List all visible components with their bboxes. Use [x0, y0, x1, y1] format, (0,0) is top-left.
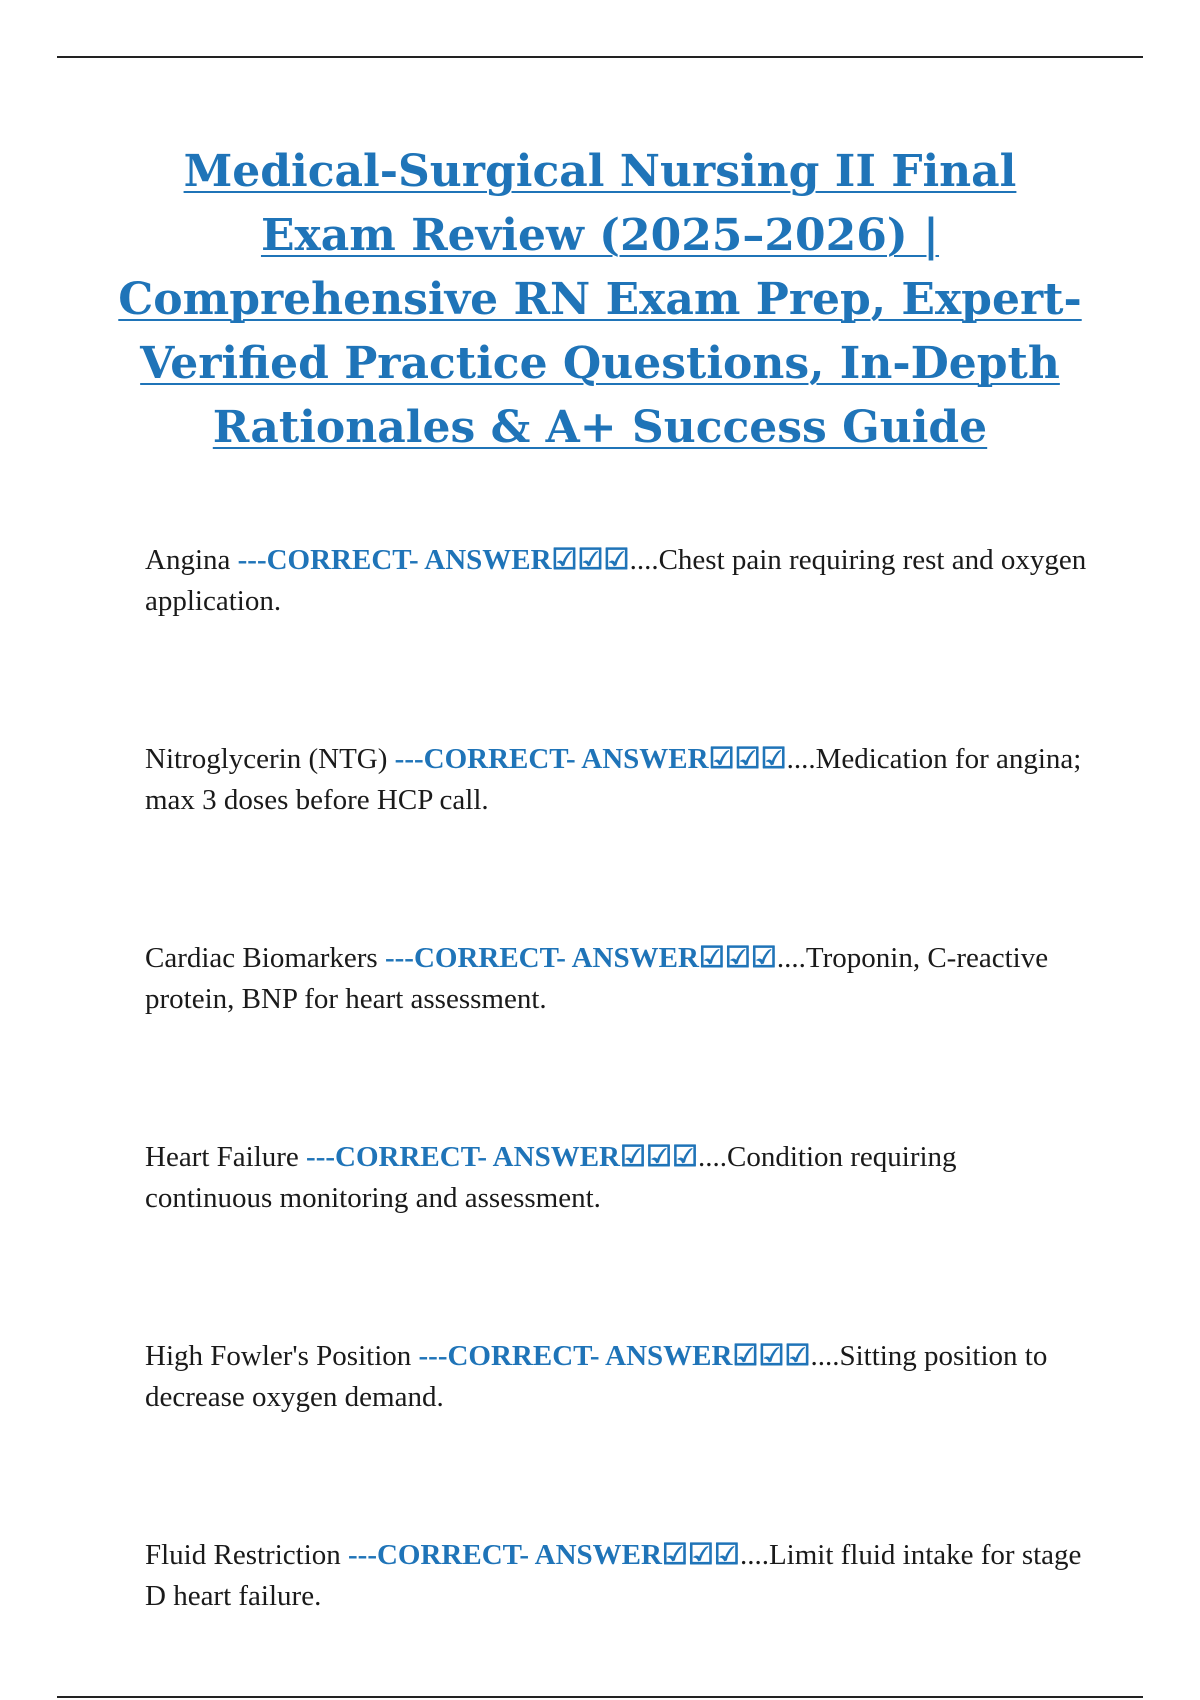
- entry-term: Cardiac Biomarkers: [145, 942, 378, 974]
- entry-term: Nitroglycerin (NTG): [145, 743, 388, 775]
- entry-term: Heart Failure: [145, 1141, 299, 1173]
- bottom-rule: [57, 1696, 1143, 1698]
- entry-definition: ....Troponin, C-reactive protein, BNP for heart assessment.: [145, 942, 1049, 1015]
- document-title: Medical-Surgical Nursing II Final Exam Review (2025–2026) | Comprehensive RN Exam Prep, Expert-Verified Practice Questions, In-Depth Rationales & A+ Success Guide: [118, 146, 1082, 453]
- correct-answer-marker: ---CORRECT- ANSWER☑☑☑: [418, 1340, 811, 1372]
- entry-definition: ....Limit fluid intake for stage D heart failure.: [145, 1539, 1082, 1612]
- entry-fluid-restriction: [145, 1535, 1090, 1617]
- entry-nitroglycerin: [145, 739, 1090, 821]
- entries-list: [145, 540, 1090, 1617]
- entry-definition: ....Condition requiring continuous monitoring and assessment.: [145, 1141, 957, 1214]
- correct-answer-marker: ---CORRECT- ANSWER☑☑☑: [348, 1539, 740, 1571]
- correct-answer-marker: ---CORRECT- ANSWER☑☑☑: [237, 544, 630, 576]
- entry-high-fowlers: [145, 1336, 1090, 1418]
- entry-term: Angina: [145, 544, 231, 576]
- correct-answer-marker: ---CORRECT- ANSWER☑☑☑: [384, 942, 777, 974]
- entry-term: Fluid Restriction: [145, 1539, 341, 1571]
- correct-answer-marker: ---CORRECT- ANSWER☑☑☑: [306, 1141, 698, 1173]
- entry-angina: [145, 540, 1090, 622]
- entry-heart-failure: [145, 1137, 1090, 1219]
- entry-definition: ....Sitting position to decrease oxygen demand.: [145, 1340, 1048, 1413]
- top-rule: [57, 56, 1143, 58]
- entry-definition: ....Chest pain requiring rest and oxygen application.: [145, 544, 1087, 617]
- entry-term: High Fowler's Position: [145, 1340, 412, 1372]
- entry-cardiac-biomarkers: [145, 938, 1090, 1020]
- correct-answer-marker: ---CORRECT- ANSWER☑☑☑: [394, 743, 787, 775]
- entry-definition: ....Medication for angina; max 3 doses before HCP call.: [145, 743, 1082, 816]
